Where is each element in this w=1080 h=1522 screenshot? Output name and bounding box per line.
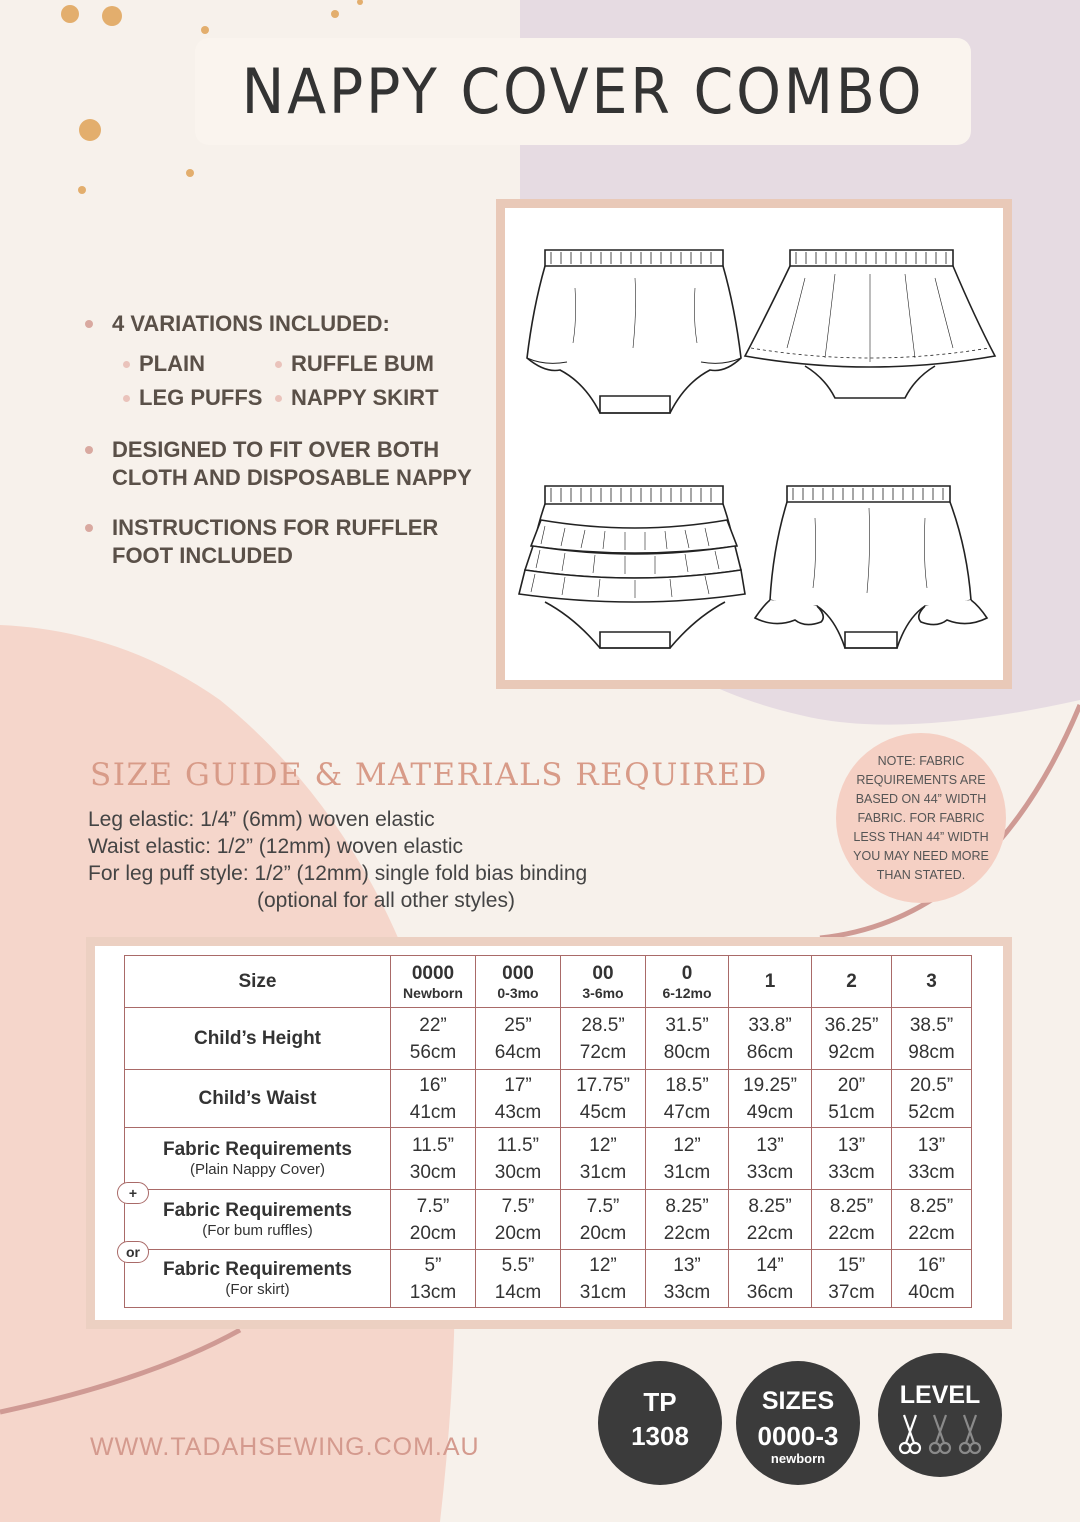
level-scissors: [878, 1353, 1002, 1477]
size-column-header: 00 3-6mo: [561, 956, 646, 1008]
materials-list: [88, 806, 587, 914]
badge-label: TP: [643, 1387, 677, 1417]
table-cell: 7.5” 20cm: [561, 1190, 646, 1250]
size-column-header: 000 0-3mo: [476, 956, 561, 1008]
table-cell: 8.25” 22cm: [812, 1190, 892, 1250]
illustration-frame: [496, 199, 1012, 689]
table-cell: 7.5” 20cm: [476, 1190, 561, 1250]
feature-ruffler: INSTRUCTIONS FOR RUFFLER FOOT INCLUDED: [85, 514, 495, 570]
table-cell: 25” 64cm: [476, 1008, 561, 1070]
table-cell: 13” 33cm: [729, 1128, 812, 1190]
table-row: [125, 1008, 972, 1070]
row-label: Fabric Requirements (For skirt): [125, 1250, 391, 1308]
table-row: [125, 1190, 972, 1250]
variation-item: LEG PUFFS: [123, 384, 275, 412]
badge-note: newborn: [770, 1451, 826, 1466]
table-cell: 5.5” 14cm: [476, 1250, 561, 1308]
materials-line: For leg puff style: 1/2” (12mm) single fold bias binding: [88, 862, 588, 885]
variation-item: RUFFLE BUM: [275, 350, 455, 378]
table-cell: 12” 31cm: [561, 1128, 646, 1190]
table-header-row: [125, 956, 972, 1008]
variation-item: NAPPY SKIRT: [275, 384, 455, 412]
table-cell: 13” 33cm: [646, 1250, 729, 1308]
size-column-header: 0 6-12mo: [646, 956, 729, 1008]
table-cell: 28.5” 72cm: [561, 1008, 646, 1070]
row-label: Child’s Height: [125, 1008, 391, 1070]
table-cell: 20” 51cm: [812, 1070, 892, 1128]
bullet-icon: [275, 361, 282, 368]
bullet-icon: [85, 524, 93, 532]
level-badge: [878, 1353, 1002, 1477]
table-cell: 19.25” 49cm: [729, 1070, 812, 1128]
fabric-note-text: NOTE: FABRIC REQUIREMENTS ARE BASED ON 44” WIDTH FABRIC. FOR FABRIC LESS THAN 44” WIDTH YOU MAY NEED MORE THAN STATED.: [853, 753, 989, 882]
title-banner: [195, 38, 971, 145]
table-cell: 8.25” 22cm: [892, 1190, 972, 1250]
table-row: [125, 1250, 972, 1308]
table-cell: 8.25” 22cm: [646, 1190, 729, 1250]
feature-variations: 4 VARIATIONS INCLUDED:: [85, 310, 495, 338]
badge-label: SIZES: [761, 1387, 835, 1415]
table-cell: 14” 36cm: [729, 1250, 812, 1308]
website-url[interactable]: WWW.TADAHSEWING.COM.AU: [90, 1433, 480, 1461]
row-label: Fabric Requirements (Plain Nappy Cover): [125, 1128, 391, 1190]
size-column-header: 1: [729, 956, 812, 1008]
size-column-header: 2: [812, 956, 892, 1008]
page-title: NAPPY COVER COMBO: [241, 55, 925, 128]
table-cell: 17.75” 45cm: [561, 1070, 646, 1128]
bullet-icon: [85, 320, 93, 328]
scissors-icon: [900, 1415, 920, 1453]
row-label: Fabric Requirements (For bum ruffles): [125, 1190, 391, 1250]
table-cell: 17” 43cm: [476, 1070, 561, 1128]
feature-fit: DESIGNED TO FIT OVER BOTH CLOTH AND DISPOSABLE NAPPY: [85, 436, 495, 492]
materials-line: (optional for all other styles): [257, 889, 515, 912]
variation-item: PLAIN: [123, 350, 275, 378]
bullet-icon: [123, 361, 130, 368]
badge-value: 1308: [631, 1421, 689, 1451]
bullet-icon: [275, 395, 282, 402]
table-cell: 11.5” 30cm: [476, 1128, 561, 1190]
table-row: [125, 1070, 972, 1128]
size-table: [124, 955, 972, 1308]
size-header: Size: [125, 956, 391, 1008]
size-column-header: 0000 Newborn: [391, 956, 476, 1008]
table-cell: 16” 40cm: [892, 1250, 972, 1308]
table-cell: 13” 33cm: [812, 1128, 892, 1190]
table-cell: 33.8” 86cm: [729, 1008, 812, 1070]
table-row: [125, 1128, 972, 1190]
scissors-icon: [930, 1415, 950, 1453]
scissors-icon: [960, 1415, 980, 1453]
table-cell: 18.5” 47cm: [646, 1070, 729, 1128]
table-cell: 16” 41cm: [391, 1070, 476, 1128]
table-cell: 22” 56cm: [391, 1008, 476, 1070]
row-label: Child’s Waist: [125, 1070, 391, 1128]
size-column-header: 3: [892, 956, 972, 1008]
size-guide-heading: SIZE GUIDE & MATERIALS REQUIRED: [90, 757, 768, 793]
pattern-number-badge: [598, 1361, 722, 1485]
plain-nappy-cover-illustration: [527, 250, 741, 413]
materials-line: Waist elastic: 1/2” (12mm) woven elastic: [88, 835, 463, 858]
or-connector: or: [117, 1241, 149, 1263]
sizes-badge: [736, 1361, 860, 1485]
variation-list: [123, 350, 495, 412]
table-cell: 20.5” 52cm: [892, 1070, 972, 1128]
table-cell: 8.25” 22cm: [729, 1190, 812, 1250]
table-cell: 12” 31cm: [646, 1128, 729, 1190]
badge-value: 0000-3: [757, 1421, 839, 1451]
leg-puffs-illustration: [755, 486, 987, 648]
badge-label: LEVEL: [899, 1381, 981, 1409]
bullet-icon: [85, 446, 93, 454]
fabric-note-circle: [836, 733, 1006, 903]
bullet-icon: [123, 395, 130, 402]
table-cell: 31.5” 80cm: [646, 1008, 729, 1070]
plus-connector: +: [117, 1182, 149, 1204]
table-cell: 38.5” 98cm: [892, 1008, 972, 1070]
ruffle-bum-illustration: [519, 486, 745, 648]
table-cell: 12” 31cm: [561, 1250, 646, 1308]
table-cell: 15” 37cm: [812, 1250, 892, 1308]
table-cell: 36.25” 92cm: [812, 1008, 892, 1070]
table-cell: 7.5” 20cm: [391, 1190, 476, 1250]
table-cell: 13” 33cm: [892, 1128, 972, 1190]
nappy-skirt-illustration: [745, 250, 995, 398]
materials-line: Leg elastic: 1/4” (6mm) woven elastic: [88, 808, 435, 831]
table-cell: 5” 13cm: [391, 1250, 476, 1308]
table-cell: 11.5” 30cm: [391, 1128, 476, 1190]
feature-list: [85, 310, 495, 592]
